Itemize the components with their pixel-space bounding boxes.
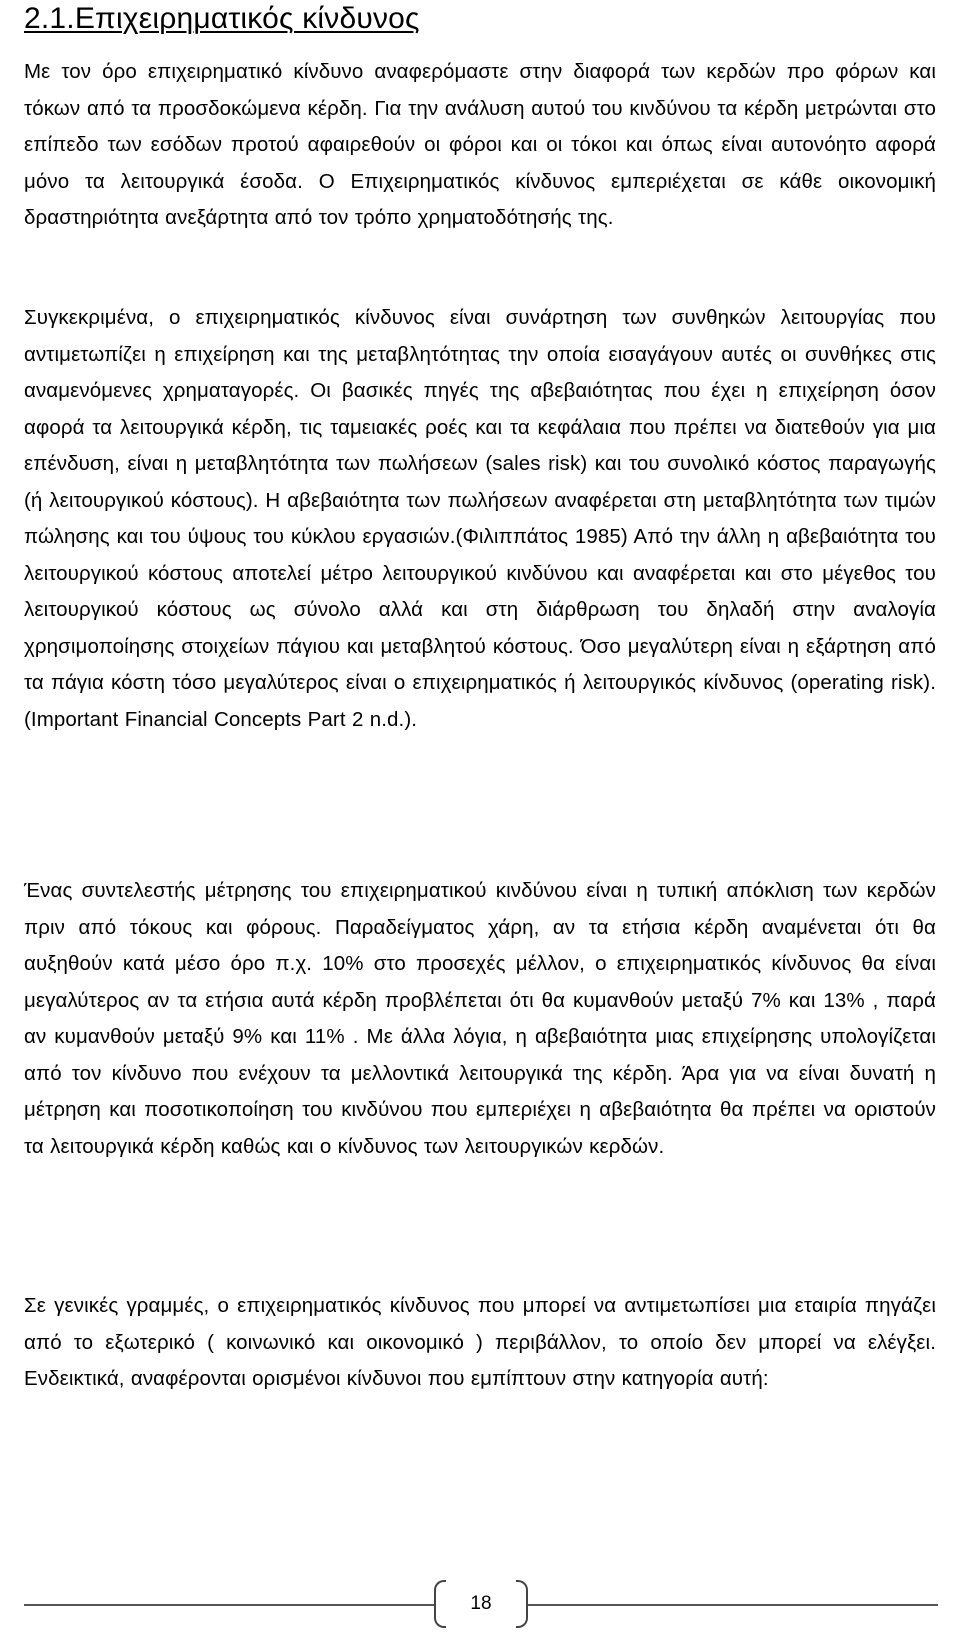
paragraph-measurement: Ένας συντελεστής μέτρησης του επιχειρηματικού κινδύνου είναι η τυπική απόκλιση των κερδών πριν από τόκους και φόρους. Παραδείγματος χάρη, αν τα ετήσια κέρδη αναμένεται ότι θα αυξηθούν κατά μέσο όρο π.χ. 10% στο προσεχές μέλλον, ο επιχειρηματικός κίνδυνος θα είναι μεγαλύτερος αν τα ετήσια αυτά κέρδη προβλέπεται ότι θα κυμανθούν μεταξύ 7% και 13% , παρά αν κυμανθούν μεταξύ 9% και 11% . Με άλλα λόγια, η αβεβαιότητα μιας επιχείρησης υπολογίζεται από τον κίνδυνο που ενέχουν τα μελλοντικά λειτουργικά της κέρδη. Άρα για να είναι δυνατή η μέτρηση και ποσοτικοποίηση του κινδύνου που εμπεριέχει η αβεβαιότητα θα πρέπει να οριστούν τα λειτουργικά κέρδη καθώς και ο κίνδυνος των λειτουργικών κερδών. (24, 879, 936, 1158)
left-brace-icon (434, 1580, 446, 1628)
paragraph-external-environment: Σε γενικές γραμμές, ο επιχειρηματικός κίνδυνος που μπορεί να αντιμετωπίσει μια εταιρία πηγάζει από το εξωτερικό ( κοινωνικό και οικονομικό ) περιβάλλον, το οποίο δεν μπορεί να ελέγξει. Ενδεικτικά, αναφέρονται ορισμένοι κίνδυνοι που εμπίπτουν στην κατηγορία αυτή: (24, 1294, 936, 1390)
section-title: 2.1.Επιχειρηματικός κίνδυνος (24, 2, 420, 35)
right-brace-icon (516, 1580, 528, 1628)
paragraph-sources-of-risk: Συγκεκριμένα, ο επιχειρηματικός κίνδυνος είναι συνάρτηση των συνθηκών λειτουργίας που αντιμετωπίζει η επιχείρηση και της μεταβλητότητας την οποία εισαγάγουν αυτές οι συνθήκες στις αναμενόμενες χρηματαγορές. Οι βασικές πηγές της αβεβαιότητας που έχει η επιχείρηση όσον αφορά τα λειτουργικά κέρδη, τις ταμειακές ροές και τα κεφάλαια που πρέπει να διατεθούν για μια επένδυση, είναι η μεταβλητότητα των πωλήσεων (sales risk) και του συνολικό κόστος παραγωγής (ή λειτουργικού κόστους). Η αβεβαιότητα των πωλήσεων αναφέρεται στη μεταβλητότητα των τιμών πώλησης και του ύψους του κύκλου εργασιών.(Φιλιππάτος 1985) Από την άλλη η αβεβαιότητα του λειτουργικού κόστους αποτελεί μέτρο λειτουργικού κινδύνου και αναφέρεται και στο μέγεθος του λειτουργικού κόστους ως σύνολο αλλά και στη διάρθρωση του δηλαδή στην αναλογία χρησιμοποίησης στοιχείων πάγιου και μεταβλητού κόστους. Όσο μεγαλύτερη είναι η εξάρτηση από τα πάγια κόστη τόσο μεγαλύτερος είναι ο επιχειρηματικός ή λειτουργικός κίνδυνος (operating risk).(Important Financial Concepts Part 2 n.d.). (24, 306, 936, 731)
footer-rule-left (24, 1604, 434, 1606)
footer-rule-right (528, 1604, 938, 1606)
page-footer (0, 1580, 960, 1630)
paragraph-definition: Με τον όρο επιχειρηματικό κίνδυνο αναφερόμαστε στην διαφορά των κερδών προ φόρων και τόκων από τα προσδοκώμενα κέρδη. Για την ανάλυση αυτού του κινδύνου τα κέρδη μετρώνται στο επίπεδο των εσόδων προτού αφαιρεθούν οι φόροι και οι τόκοι και όπως είναι αυτονόητο αφορά μόνο τα λειτουργικά έσοδα. Ο Επιχειρηματικός κίνδυνος εμπεριέχεται σε κάθε οικονομική δραστηριότητα ανεξάρτητα από τον τρόπο χρηματοδότησής της. (24, 60, 936, 229)
page-number: 18 (470, 1593, 492, 1614)
